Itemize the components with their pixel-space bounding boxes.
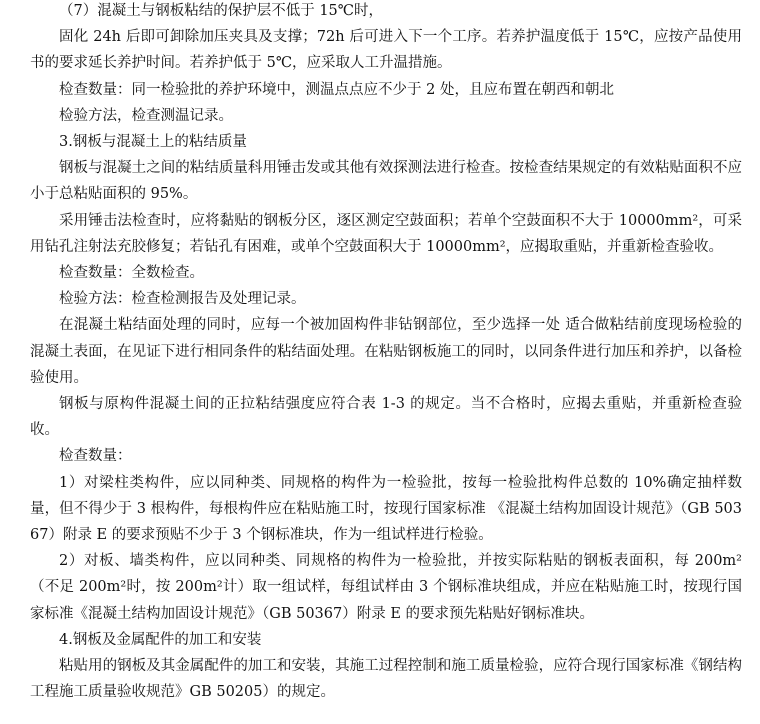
paragraph-inspection-quantity-all: 检查数量：全数检查。	[59, 265, 204, 282]
paragraph-protective-layer: （7）混凝土与钢板粘结的保护层不低于 15℃时，	[59, 3, 384, 19]
paragraph-bond-quality: 钢板与混凝土之间的粘结质量科用锤击发或其他有效探测法进行检查。按检查结果规定的有效粘贴面积不应小于总粘贴面积的 95%。	[30, 160, 742, 203]
section-heading-bond-quality: 3.钢板与混凝土上的粘结质量	[59, 134, 247, 151]
list-item-beam-column: 1）对梁柱类构件，应以同种类、同规格的构件为一检验批，按每一检验批构件总数的 10%确定抽样数量，但不得少于 3 根构件，每根构件应在粘贴施工时，按现行国家标准 《混凝土结构加固设计规范》（GB 50367）附录 E 的要求预贴不少于 3 个钢标准块，作为一组试样进行检验。	[30, 474, 742, 544]
paragraph-tensile-bond-strength: 钢板与原构件混凝土间的正拉粘结强度应符合表 1-3 的规定。当不合格时，应揭去重贴，并重新检查验收。	[30, 396, 742, 439]
paragraph-inspection-method-report: 检验方法：检查检测报告及处理记录。	[59, 291, 306, 308]
list-item-slab-wall: 2）对板、墙类构件，应以同种类、同规格的构件为一检验批，并按实际粘贴的钢板表面积，每 200m²（不足 200m²时，按 200m²计）取一组试样，每组试样由 3 个钢标准块组成，并应在粘贴施工时，按现行国家标准《混凝土结构加固设计规范》（GB 50367）附录 E 的要求预先粘贴好钢标准块。	[30, 553, 742, 622]
paragraph-curing-time: 固化 24h 后即可卸除加压夹具及支撑；72h 后可进入下一个工序。若养护温度低于 15℃，应按产品使用书的要求延长养护时间。若养护低于 5℃，应采取人工升温措施。	[30, 29, 742, 72]
paragraph-inspection-quantity-label: 检查数量：	[59, 448, 132, 465]
section-heading-steel-fabrication: 4.钢板及金属配件的加工和安装	[59, 631, 262, 648]
document-body	[30, 0, 742, 705]
paragraph-inspection-quantity-curing: 检查数量：同一检验批的养护环境中，测温点点应不少于 2 处，且应布置在朝西和朝北	[59, 81, 614, 98]
paragraph-inspection-method-curing: 检验方法，检查测温记录。	[59, 107, 233, 124]
paragraph-surface-treatment: 在混凝土粘结面处理的同时，应每一个被加固构件非钻钢部位，至少选择一处 适合做粘结前度现场检验的混凝土表面，在见证下进行相同条件的粘结面处理。在粘贴钢板施工的同时，以同条件进行加压和养护，以备检验使用。	[30, 317, 742, 386]
paragraph-steel-fabrication: 粘贴用的钢板及其金属配件的加工和安装，其施工过程控制和施工质量检验，应符合现行国家标准《钢结构工程施工质量验收规范》GB 50205）的规定。	[30, 658, 742, 701]
paragraph-hammer-test: 采用锤击法检查时，应将黏贴的钢板分区，逐区测定空鼓面积；若单个空鼓面积不大于 10000mm²，可采用钻孔注射法充胶修复；若钻孔有困难，或单个空鼓面积大于 10000mm²，应揭取重贴，并重新检查验收。	[30, 212, 742, 255]
